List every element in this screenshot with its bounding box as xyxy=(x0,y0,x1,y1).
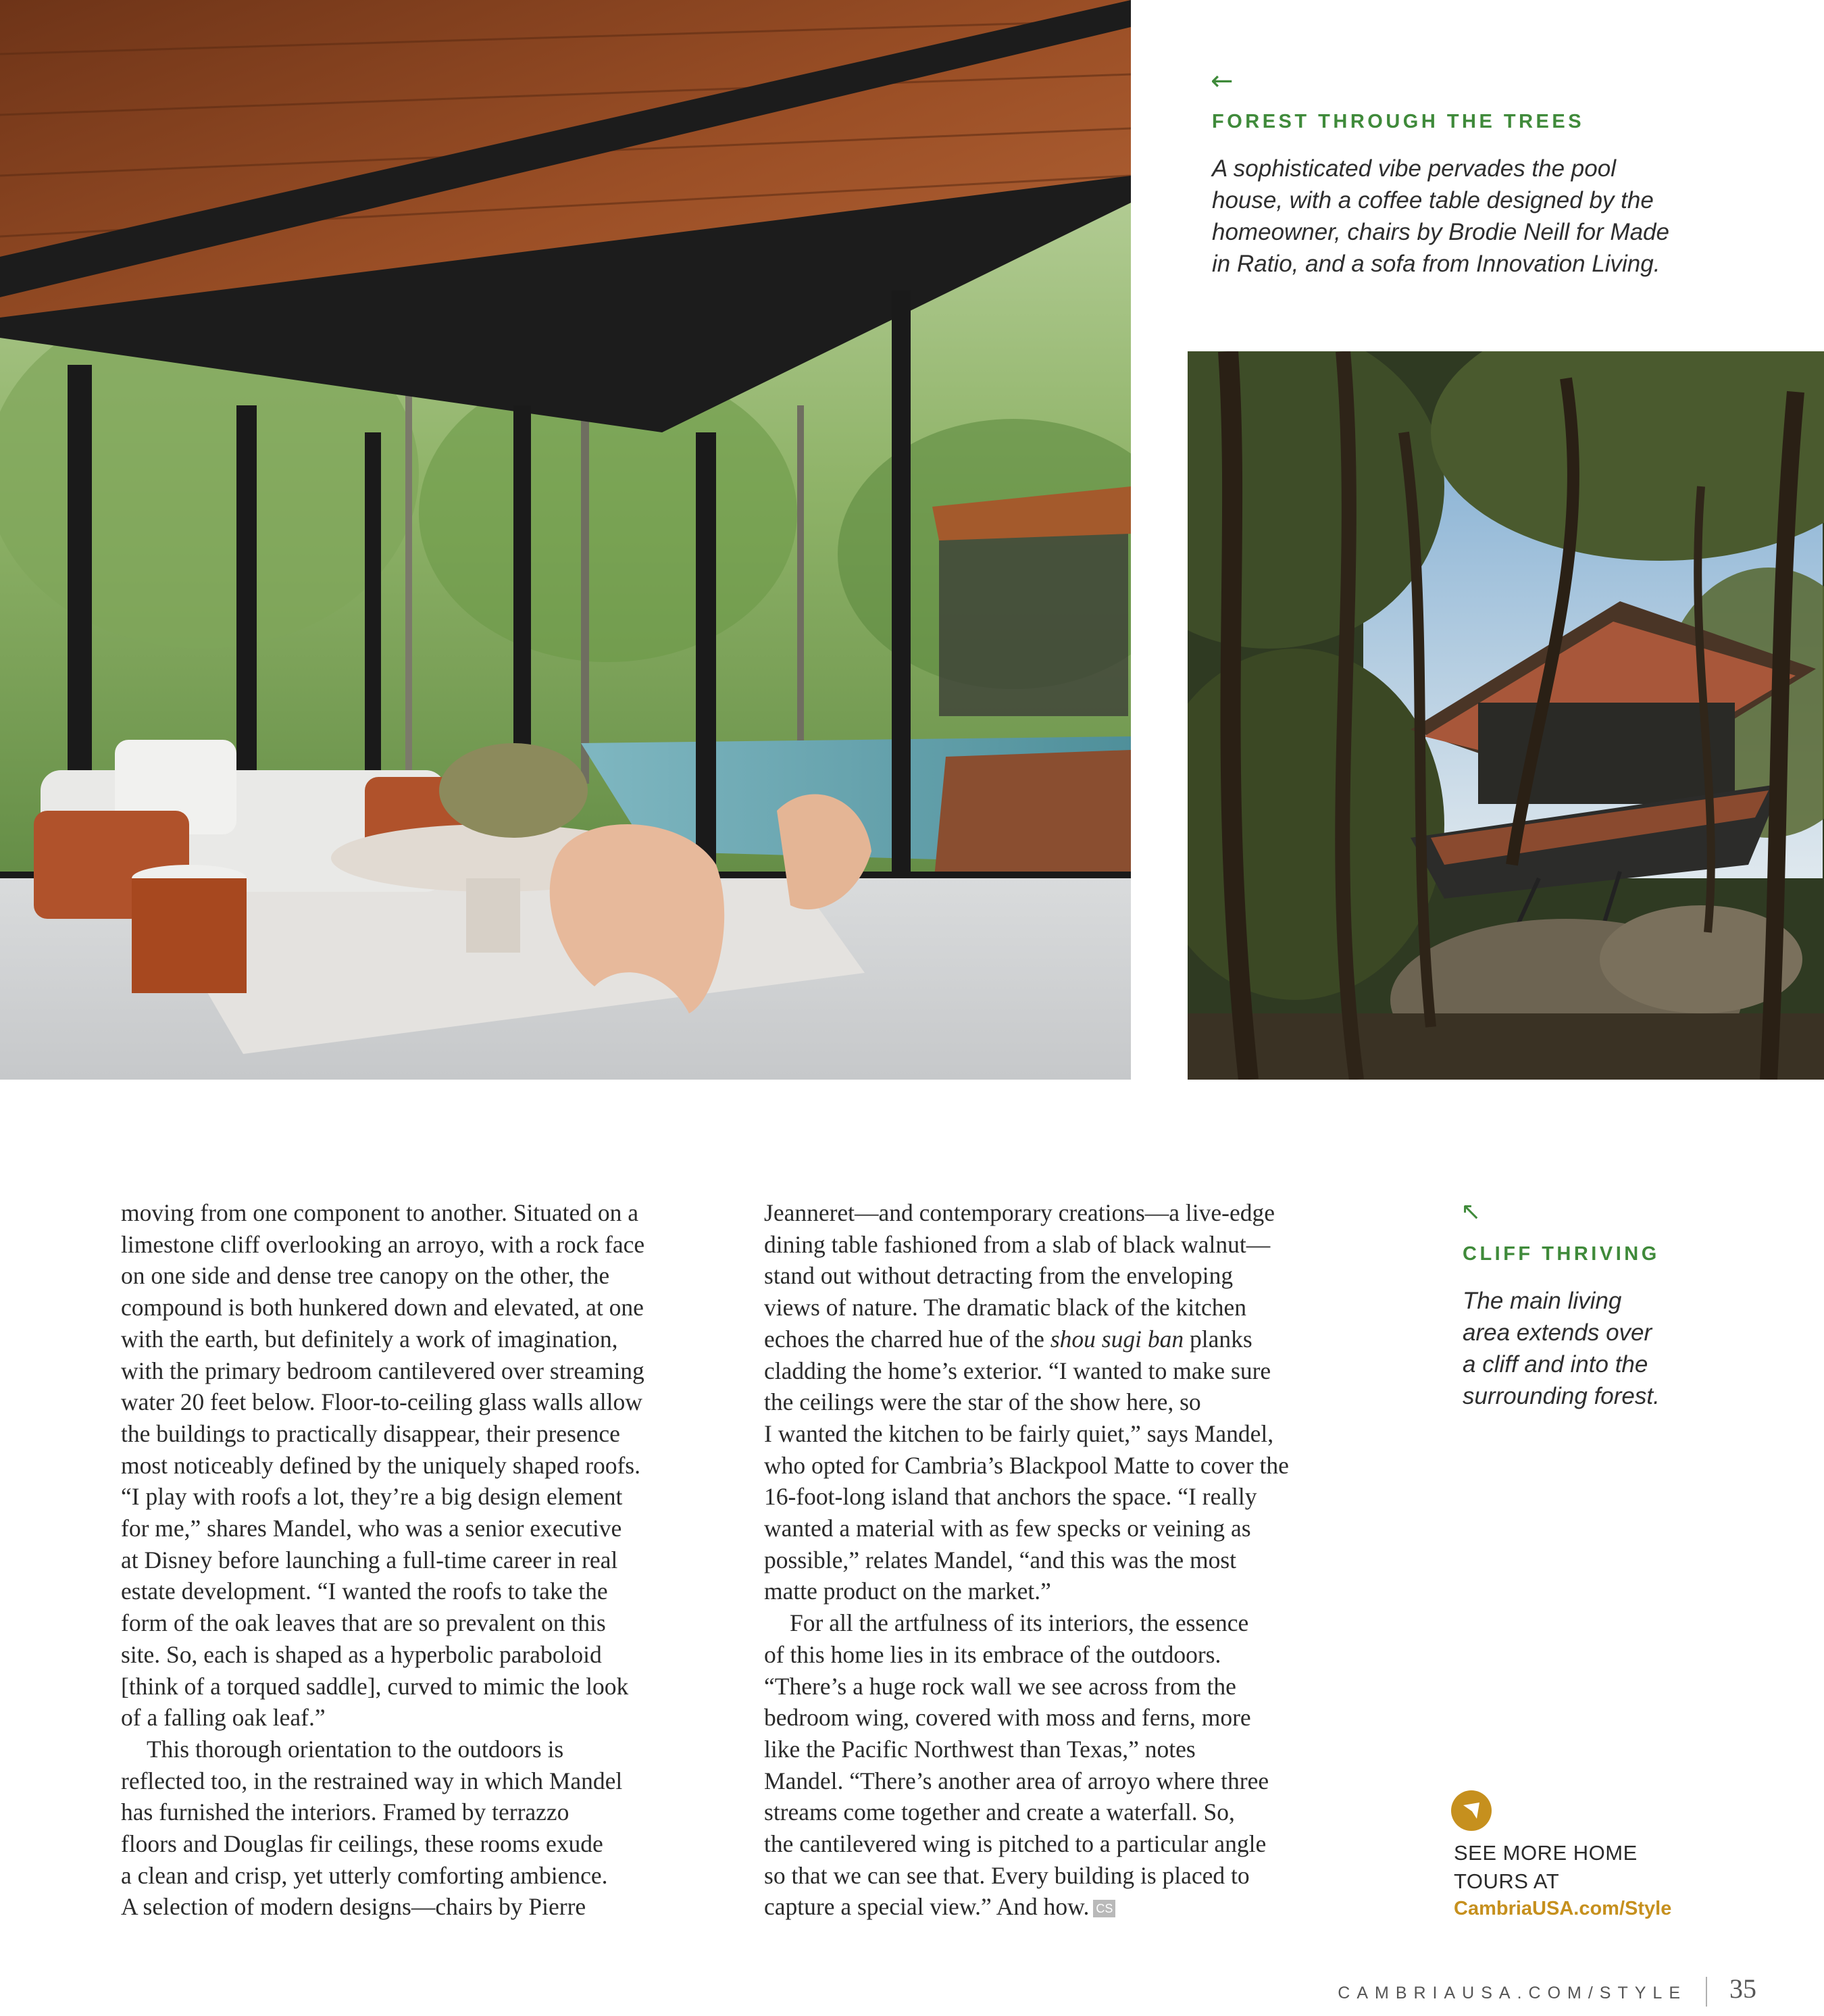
body-text: planks xyxy=(1184,1325,1252,1353)
body-line: 16-foot-long island that anchors the space. “I really xyxy=(764,1483,1257,1511)
up-left-arrow-icon: ↖ xyxy=(1461,1198,1481,1226)
body-line: estate development. “I wanted the roofs to take the xyxy=(121,1578,608,1605)
body-column-2 xyxy=(764,1197,1379,1923)
body-line: water 20 feet below. Floor-to-ceiling glass walls allow xyxy=(121,1388,642,1416)
body-line: so that we can see that. Every building is placed to xyxy=(764,1861,1250,1889)
body-line: stand out without detracting from the enveloping xyxy=(764,1262,1234,1290)
body-line: site. So, each is shaped as a hyperbolic paraboloid xyxy=(121,1640,602,1668)
body-line: floors and Douglas fir ceilings, these rooms exude xyxy=(121,1830,603,1858)
caption-line: area extends over xyxy=(1463,1319,1652,1346)
body-line: like the Pacific Northwest than Texas,” notes xyxy=(764,1735,1196,1763)
end-mark-icon: CS xyxy=(1093,1900,1115,1917)
body-line: dining table fashioned from a slab of black walnut— xyxy=(764,1230,1271,1258)
cursor-arrow-icon[interactable] xyxy=(1451,1790,1492,1831)
body-line xyxy=(764,1891,1379,1923)
body-line: at Disney before launching a full-time career in real xyxy=(121,1546,618,1573)
caption-heading-forest: FOREST THROUGH THE TREES xyxy=(1212,111,1585,132)
caption-line: The main living xyxy=(1463,1288,1622,1314)
caption-line: A sophisticated vibe pervades the pool xyxy=(1212,155,1616,182)
footer-site-url: CAMBRIAUSA.COM/STYLE xyxy=(1338,1984,1687,2002)
body-text: capture a special view.” And how. xyxy=(764,1893,1090,1921)
body-line: “There’s a huge rock wall we see across from the xyxy=(764,1672,1236,1700)
caption-line: homeowner, chairs by Brodie Neill for Made xyxy=(1212,219,1669,245)
body-line: matte product on the market.” xyxy=(764,1578,1051,1605)
body-line: compound is both hunkered down and elevated, at one xyxy=(121,1294,644,1321)
body-line: “I play with roofs a lot, they’re a big design element xyxy=(121,1483,623,1511)
body-line: on one side and dense tree canopy on the other, the xyxy=(121,1262,610,1290)
pool-house-interior-photo xyxy=(0,0,1131,1080)
cta-link[interactable]: CambriaUSA.com/Style xyxy=(1454,1898,1672,1919)
caption-line: surrounding forest. xyxy=(1463,1383,1660,1409)
body-line: views of nature. The dramatic black of the kitchen xyxy=(764,1294,1247,1321)
caption-line: in Ratio, and a sofa from Innovation Living. xyxy=(1212,251,1661,277)
body-line: For all the artfulness of its interiors, the essence xyxy=(790,1609,1249,1637)
body-column-1 xyxy=(121,1197,729,1923)
footer-divider xyxy=(1706,1977,1707,2007)
body-line: moving from one component to another. Situated on a xyxy=(121,1199,639,1226)
caption-line: house, with a coffee table designed by the xyxy=(1212,187,1654,213)
body-line: Mandel. “There’s another area of arroyo where three xyxy=(764,1767,1269,1794)
body-line: wanted a material with as few specks or veining as xyxy=(764,1515,1251,1542)
caption-heading-cliff: CLIFF THRIVING xyxy=(1463,1243,1660,1265)
body-line: [think of a torqued saddle], curved to mimic the look xyxy=(121,1672,629,1700)
body-line: Jeanneret—and contemporary creations—a live-edge xyxy=(764,1199,1275,1226)
body-line: form of the oak leaves that are so prevalent on this xyxy=(121,1609,606,1637)
caption-body-forest xyxy=(1212,153,1698,280)
body-line: the cantilevered wing is pitched to a particular angle xyxy=(764,1830,1267,1858)
body-line: streams come together and create a waterfall. So, xyxy=(764,1798,1235,1826)
caption-line: a cliff and into the xyxy=(1463,1351,1648,1378)
body-line: for me,” shares Mandel, who was a senior executive xyxy=(121,1515,622,1542)
body-line: reflected too, in the restrained way in which Mandel xyxy=(121,1767,623,1794)
body-line: possible,” relates Mandel, “and this was the most xyxy=(764,1546,1236,1573)
body-line: limestone cliff overlooking an arroyo, with a rock face xyxy=(121,1230,645,1258)
left-arrow-icon: ← xyxy=(1211,66,1234,97)
body-line xyxy=(764,1324,1379,1355)
body-line: a clean and crisp, yet utterly comforting ambience. xyxy=(121,1861,608,1889)
cliff-house-photo xyxy=(1188,351,1824,1080)
body-line: with the earth, but definitely a work of imagination, xyxy=(121,1325,618,1353)
page-number: 35 xyxy=(1729,1973,1756,2004)
body-line: I wanted the kitchen to be fairly quiet,” says Mandel, xyxy=(764,1419,1274,1447)
body-line: cladding the home’s exterior. “I wanted to make sure xyxy=(764,1357,1271,1384)
body-line: the ceilings were the star of the show here, so xyxy=(764,1388,1201,1416)
body-line: the buildings to practically disappear, their presence xyxy=(121,1419,620,1447)
cta-text-line-2: TOURS AT xyxy=(1454,1869,1560,1893)
body-line: most noticeably defined by the uniquely shaped roofs. xyxy=(121,1451,640,1479)
cta-text-line-1: SEE MORE HOME xyxy=(1454,1841,1638,1865)
body-line: A selection of modern designs—chairs by Pierre xyxy=(121,1893,586,1921)
italic-term: shou sugi ban xyxy=(1050,1325,1184,1353)
body-line: who opted for Cambria’s Blackpool Matte to cover the xyxy=(764,1451,1289,1479)
caption-body-cliff xyxy=(1463,1285,1686,1412)
body-line: with the primary bedroom cantilevered over streaming xyxy=(121,1357,644,1384)
body-line: has furnished the interiors. Framed by terrazzo xyxy=(121,1798,569,1826)
body-line: of this home lies in its embrace of the outdoors. xyxy=(764,1640,1221,1668)
body-line: of a falling oak leaf.” xyxy=(121,1704,326,1732)
body-line: This thorough orientation to the outdoors is xyxy=(147,1735,564,1763)
body-line: bedroom wing, covered with moss and ferns, more xyxy=(764,1704,1251,1732)
body-text: echoes the charred hue of the xyxy=(764,1325,1050,1353)
